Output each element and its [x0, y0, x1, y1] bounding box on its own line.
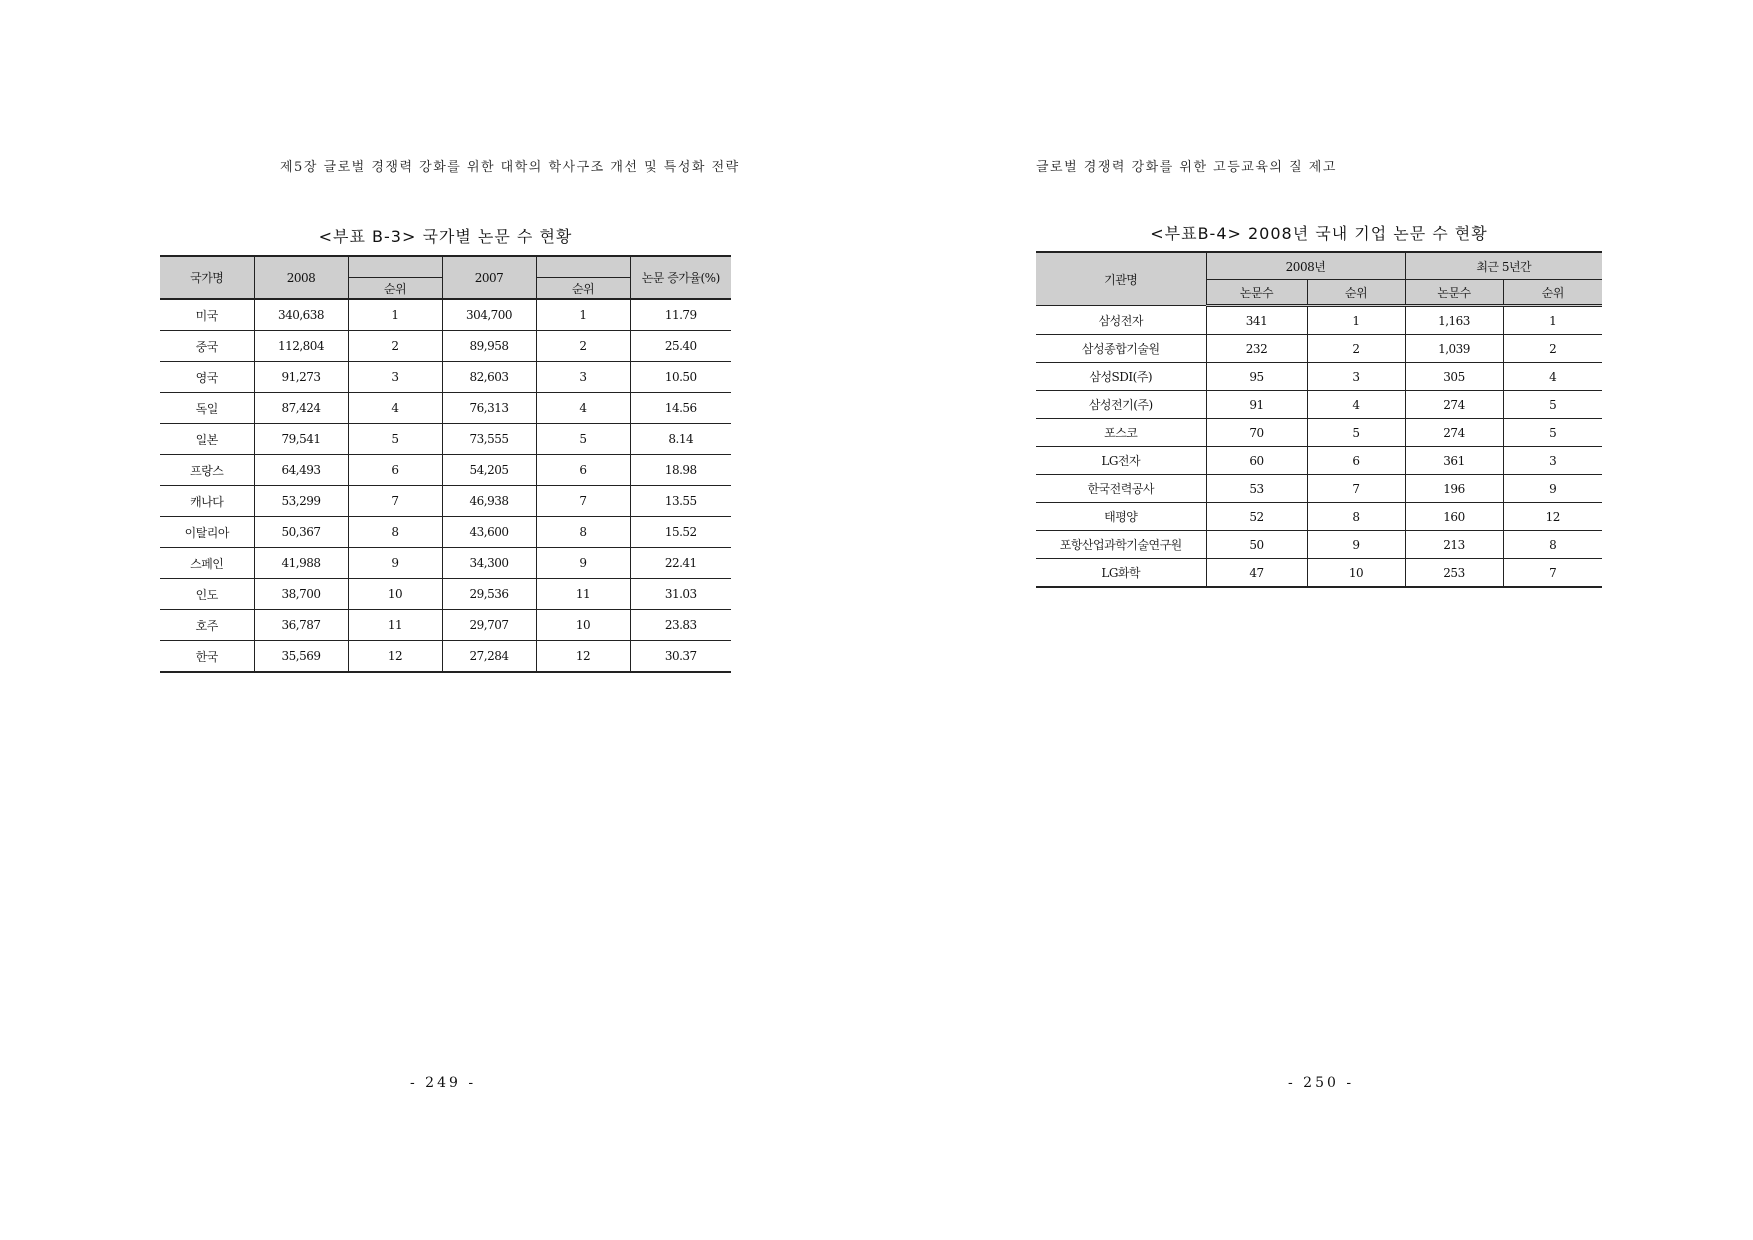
- table-cell: 5: [1503, 391, 1602, 419]
- table-cell: 91: [1206, 391, 1307, 419]
- table-cell: 9: [1307, 531, 1405, 559]
- table-row: [1036, 306, 1602, 335]
- table-row: [1036, 503, 1602, 531]
- table-cell: 독일: [160, 393, 254, 424]
- table-cell: 31.03: [630, 579, 731, 610]
- table-body: [160, 299, 731, 672]
- table-cell: 50: [1206, 531, 1307, 559]
- table-cell: 11: [348, 610, 442, 641]
- table-cell: 2: [348, 331, 442, 362]
- table-cell: 8: [348, 517, 442, 548]
- table-cell: 1: [536, 299, 630, 331]
- table-cell: 11: [536, 579, 630, 610]
- table-cell: 10.50: [630, 362, 731, 393]
- table-cell: 52: [1206, 503, 1307, 531]
- table-cell: 영국: [160, 362, 254, 393]
- table-row: [160, 610, 731, 641]
- table-row: [160, 362, 731, 393]
- table-cell: 5: [536, 424, 630, 455]
- header-country: 국가명: [160, 256, 254, 299]
- header-org: 기관명: [1036, 252, 1206, 306]
- country-paper-table: [160, 255, 731, 673]
- table-cell: 8: [1307, 503, 1405, 531]
- table-cell: 4: [348, 393, 442, 424]
- table-cell: 5: [1503, 419, 1602, 447]
- table-row: [160, 331, 731, 362]
- table-cell: 25.40: [630, 331, 731, 362]
- table-cell: 15.52: [630, 517, 731, 548]
- table-cell: 5: [348, 424, 442, 455]
- table-cell: 7: [536, 486, 630, 517]
- header-2007: 2007: [442, 256, 536, 299]
- table-cell: 87,424: [254, 393, 348, 424]
- table-cell: 4: [536, 393, 630, 424]
- table-row: [160, 517, 731, 548]
- table-cell: 43,600: [442, 517, 536, 548]
- table-cell: 6: [536, 455, 630, 486]
- table-cell: 89,958: [442, 331, 536, 362]
- table-cell: 7: [1503, 559, 1602, 588]
- table-cell: 7: [348, 486, 442, 517]
- table-cell: 34,300: [442, 548, 536, 579]
- table-row: [1036, 391, 1602, 419]
- table-cell: 스페인: [160, 548, 254, 579]
- table-row: [160, 424, 731, 455]
- header-spacer: [348, 256, 442, 278]
- table-row: [1036, 447, 1602, 475]
- running-head: 글로벌 경쟁력 강화를 위한 고등교육의 질 제고: [1036, 160, 1337, 175]
- table-cell: 46,938: [442, 486, 536, 517]
- header-rank-2008: 순위: [1307, 280, 1405, 306]
- table-cell: 340,638: [254, 299, 348, 331]
- table-cell: 1,163: [1405, 306, 1503, 335]
- table-cell: 7: [1307, 475, 1405, 503]
- table-cell: 305: [1405, 363, 1503, 391]
- table-caption: <부표 B-3> 국가별 논문 수 현황: [318, 227, 573, 246]
- table-cell: 64,493: [254, 455, 348, 486]
- table-cell: 8: [536, 517, 630, 548]
- table-cell: 38,700: [254, 579, 348, 610]
- table-cell: 10: [536, 610, 630, 641]
- table-cell: 232: [1206, 335, 1307, 363]
- table-row: [1036, 419, 1602, 447]
- table-row: [1036, 559, 1602, 588]
- table-cell: 캐나다: [160, 486, 254, 517]
- table-row: [1036, 475, 1602, 503]
- table-cell: LG화학: [1036, 559, 1206, 588]
- table-row: [160, 548, 731, 579]
- table-cell: 9: [348, 548, 442, 579]
- table-cell: 53: [1206, 475, 1307, 503]
- header-papers-2008: 논문수: [1206, 280, 1307, 306]
- table-cell: 12: [348, 641, 442, 673]
- right-page: [876, 0, 1753, 1240]
- header-rank-2007: 순위: [536, 278, 630, 300]
- table-cell: 79,541: [254, 424, 348, 455]
- table-cell: 13.55: [630, 486, 731, 517]
- table-cell: 이탈리아: [160, 517, 254, 548]
- table-cell: 삼성SDI(주): [1036, 363, 1206, 391]
- table-cell: 5: [1307, 419, 1405, 447]
- table-cell: 인도: [160, 579, 254, 610]
- company-paper-table: [1036, 251, 1602, 588]
- table-cell: 1: [1307, 306, 1405, 335]
- table-cell: 70: [1206, 419, 1307, 447]
- table-cell: 일본: [160, 424, 254, 455]
- table-cell: 213: [1405, 531, 1503, 559]
- table-cell: 12: [536, 641, 630, 673]
- table-cell: 4: [1503, 363, 1602, 391]
- table-cell: 중국: [160, 331, 254, 362]
- table-cell: 22.41: [630, 548, 731, 579]
- table-cell: 3: [1307, 363, 1405, 391]
- table-cell: 12: [1503, 503, 1602, 531]
- table-cell: 73,555: [442, 424, 536, 455]
- table-cell: 태평양: [1036, 503, 1206, 531]
- table-cell: 9: [536, 548, 630, 579]
- table-cell: 포항산업과학기술연구원: [1036, 531, 1206, 559]
- table-cell: 60: [1206, 447, 1307, 475]
- table-cell: 76,313: [442, 393, 536, 424]
- table-cell: 29,536: [442, 579, 536, 610]
- header-rank-5yr: 순위: [1503, 280, 1602, 306]
- table-cell: 50,367: [254, 517, 348, 548]
- table-cell: 253: [1405, 559, 1503, 588]
- table-cell: 3: [1503, 447, 1602, 475]
- table-row: [160, 486, 731, 517]
- table-cell: 10: [348, 579, 442, 610]
- table-cell: 삼성종합기술원: [1036, 335, 1206, 363]
- table-cell: 112,804: [254, 331, 348, 362]
- table-row: [160, 641, 731, 673]
- table-cell: 삼성전자: [1036, 306, 1206, 335]
- table-cell: 3: [536, 362, 630, 393]
- table-cell: 2: [1503, 335, 1602, 363]
- left-page: [0, 0, 876, 1240]
- table-row: [160, 299, 731, 331]
- table-cell: 8: [1503, 531, 1602, 559]
- header-spacer: [536, 256, 630, 278]
- table-cell: 1,039: [1405, 335, 1503, 363]
- header-group-2008: 2008년: [1206, 252, 1405, 280]
- table-cell: 한국: [160, 641, 254, 673]
- table-cell: 한국전력공사: [1036, 475, 1206, 503]
- table-cell: 304,700: [442, 299, 536, 331]
- page-number: - 249 -: [410, 1075, 477, 1091]
- table-cell: 274: [1405, 419, 1503, 447]
- header-group-5yr: 최근 5년간: [1405, 252, 1602, 280]
- header-papers-5yr: 논문수: [1405, 280, 1503, 306]
- table-caption: <부표B-4> 2008년 국내 기업 논문 수 현황: [1150, 224, 1488, 243]
- table-row: [160, 579, 731, 610]
- table-cell: 27,284: [442, 641, 536, 673]
- table-cell: 341: [1206, 306, 1307, 335]
- table-cell: 47: [1206, 559, 1307, 588]
- table-cell: 3: [348, 362, 442, 393]
- table-cell: LG전자: [1036, 447, 1206, 475]
- table-cell: 10: [1307, 559, 1405, 588]
- table-cell: 35,569: [254, 641, 348, 673]
- header-growth: 논문 증가율(%): [630, 256, 731, 299]
- table-cell: 2: [536, 331, 630, 362]
- table-cell: 91,273: [254, 362, 348, 393]
- table-cell: 95: [1206, 363, 1307, 391]
- table-cell: 1: [1503, 306, 1602, 335]
- table-cell: 36,787: [254, 610, 348, 641]
- table-body: [1036, 306, 1602, 588]
- table-cell: 14.56: [630, 393, 731, 424]
- table-cell: 54,205: [442, 455, 536, 486]
- table-cell: 삼성전기(주): [1036, 391, 1206, 419]
- table-cell: 미국: [160, 299, 254, 331]
- table-cell: 1: [348, 299, 442, 331]
- table-cell: 4: [1307, 391, 1405, 419]
- table-cell: 30.37: [630, 641, 731, 673]
- table-row: [1036, 531, 1602, 559]
- header-2008: 2008: [254, 256, 348, 299]
- table-cell: 53,299: [254, 486, 348, 517]
- table-row: [160, 393, 731, 424]
- table-cell: 160: [1405, 503, 1503, 531]
- table-cell: 196: [1405, 475, 1503, 503]
- table-cell: 6: [348, 455, 442, 486]
- header-rank-2008: 순위: [348, 278, 442, 300]
- table-cell: 프랑스: [160, 455, 254, 486]
- table-cell: 361: [1405, 447, 1503, 475]
- table-cell: 호주: [160, 610, 254, 641]
- table-row: [1036, 335, 1602, 363]
- table-cell: 9: [1503, 475, 1602, 503]
- table-cell: 18.98: [630, 455, 731, 486]
- table-cell: 274: [1405, 391, 1503, 419]
- table-cell: 11.79: [630, 299, 731, 331]
- table-row: [160, 455, 731, 486]
- table-cell: 6: [1307, 447, 1405, 475]
- table-cell: 8.14: [630, 424, 731, 455]
- table-cell: 23.83: [630, 610, 731, 641]
- table-cell: 포스코: [1036, 419, 1206, 447]
- table-cell: 82,603: [442, 362, 536, 393]
- page-number: - 250 -: [1288, 1075, 1355, 1091]
- table-row: [1036, 363, 1602, 391]
- table-cell: 2: [1307, 335, 1405, 363]
- table-cell: 41,988: [254, 548, 348, 579]
- table-cell: 29,707: [442, 610, 536, 641]
- running-head: 제5장 글로벌 경쟁력 강화를 위한 대학의 학사구조 개선 및 특성화 전략: [280, 160, 740, 175]
